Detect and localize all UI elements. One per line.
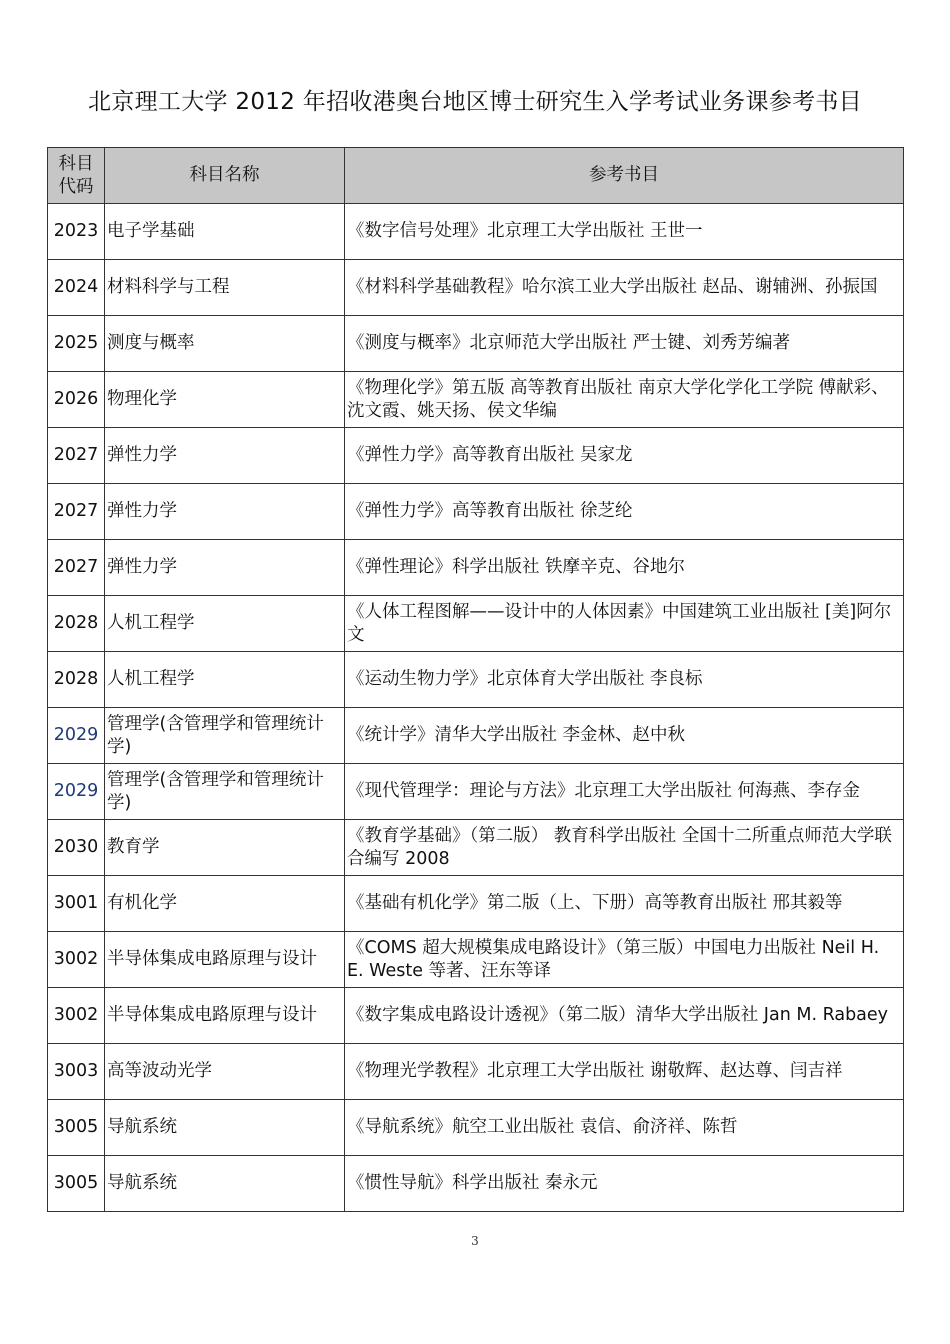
reference-book: 《COMS 超大规模集成电路设计》（第三版）中国电力出版社 Neil H. E. Weste 等著、汪东等译	[345, 932, 904, 988]
reference-book: 《运动生物力学》北京体育大学出版社 李良标	[345, 652, 904, 708]
subject-code: 3002	[48, 988, 105, 1044]
subject-code: 2024	[48, 260, 105, 316]
reference-book: 《数字信号处理》北京理工大学出版社 王世一	[345, 204, 904, 260]
reference-book: 《物理光学教程》北京理工大学出版社 谢敬辉、赵达尊、闫吉祥	[345, 1044, 904, 1100]
subject-name: 半导体集成电路原理与设计	[105, 932, 345, 988]
reference-book: 《基础有机化学》第二版（上、下册）高等教育出版社 邢其毅等	[345, 876, 904, 932]
reference-book: 《测度与概率》北京师范大学出版社 严士键、刘秀芳编著	[345, 316, 904, 372]
subject-code: 3005	[48, 1100, 105, 1156]
subject-name: 导航系统	[105, 1156, 345, 1212]
subject-code: 2029	[48, 764, 105, 820]
table-header-row	[48, 148, 904, 204]
subject-code: 2025	[48, 316, 105, 372]
table-row	[48, 540, 904, 596]
table-row	[48, 372, 904, 428]
reference-book: 《现代管理学：理论与方法》北京理工大学出版社 何海燕、李存金	[345, 764, 904, 820]
header-name: 科目名称	[105, 148, 345, 204]
reference-book: 《弹性力学》高等教育出版社 吴家龙	[345, 428, 904, 484]
header-ref: 参考书目	[345, 148, 904, 204]
subject-name: 导航系统	[105, 1100, 345, 1156]
subject-name: 高等波动光学	[105, 1044, 345, 1100]
table-row	[48, 484, 904, 540]
reference-book: 《弹性力学》高等教育出版社 徐芝纶	[345, 484, 904, 540]
subject-name: 管理学(含管理学和管理统计学)	[105, 764, 345, 820]
subject-name: 教育学	[105, 820, 345, 876]
reference-book: 《导航系统》航空工业出版社 袁信、俞济祥、陈哲	[345, 1100, 904, 1156]
reference-book: 《弹性理论》科学出版社 铁摩辛克、谷地尔	[345, 540, 904, 596]
table-row	[48, 596, 904, 652]
subject-name: 弹性力学	[105, 428, 345, 484]
reference-book: 《惯性导航》科学出版社 秦永元	[345, 1156, 904, 1212]
subject-code: 2028	[48, 596, 105, 652]
reference-book: 《统计学》清华大学出版社 李金林、赵中秋	[345, 708, 904, 764]
subject-name: 弹性力学	[105, 540, 345, 596]
subject-code: 3005	[48, 1156, 105, 1212]
table-row	[48, 316, 904, 372]
subject-code: 3003	[48, 1044, 105, 1100]
page-title: 北京理工大学 2012 年招收港奥台地区博士研究生入学考试业务课参考书目	[88, 89, 862, 115]
subject-name: 弹性力学	[105, 484, 345, 540]
table-row	[48, 1044, 904, 1100]
subject-code: 2027	[48, 428, 105, 484]
subject-name: 电子学基础	[105, 204, 345, 260]
table-row	[48, 204, 904, 260]
table-row	[48, 932, 904, 988]
table-row	[48, 1100, 904, 1156]
subject-name: 有机化学	[105, 876, 345, 932]
subject-code: 2027	[48, 484, 105, 540]
reference-book: 《材料科学基础教程》哈尔滨工业大学出版社 赵品、谢辅洲、孙振国	[345, 260, 904, 316]
table-row	[48, 260, 904, 316]
table-row	[48, 820, 904, 876]
subject-code: 3001	[48, 876, 105, 932]
table-row	[48, 876, 904, 932]
subject-code: 2026	[48, 372, 105, 428]
table-body	[48, 204, 904, 1212]
subject-name: 半导体集成电路原理与设计	[105, 988, 345, 1044]
subject-code: 2023	[48, 204, 105, 260]
reference-book: 《数字集成电路设计透视》（第二版）清华大学出版社 Jan M. Rabaey	[345, 988, 904, 1044]
page-number: 3	[471, 1234, 479, 1248]
table-row	[48, 708, 904, 764]
reference-book: 《教育学基础》（第二版） 教育科学出版社 全国十二所重点师范大学联合编写 2008	[345, 820, 904, 876]
subject-code: 2028	[48, 652, 105, 708]
subject-name: 材料科学与工程	[105, 260, 345, 316]
subject-code: 2029	[48, 708, 105, 764]
subject-name: 测度与概率	[105, 316, 345, 372]
subject-code: 2030	[48, 820, 105, 876]
table-row	[48, 428, 904, 484]
table-row	[48, 652, 904, 708]
reference-book: 《人体工程图解——设计中的人体因素》中国建筑工业出版社 [美]阿尔文	[345, 596, 904, 652]
subject-name: 管理学(含管理学和管理统计学)	[105, 708, 345, 764]
subject-name: 人机工程学	[105, 652, 345, 708]
reference-book: 《物理化学》第五版 高等教育出版社 南京大学化学化工学院 傅献彩、沈文霞、姚天扬、侯文华编	[345, 372, 904, 428]
subject-code: 3002	[48, 932, 105, 988]
subject-code: 2027	[48, 540, 105, 596]
table-row	[48, 764, 904, 820]
header-code: 科目代码	[48, 148, 105, 204]
table-row	[48, 988, 904, 1044]
table-row	[48, 1156, 904, 1212]
reference-books-table	[47, 147, 904, 1212]
subject-name: 人机工程学	[105, 596, 345, 652]
subject-name: 物理化学	[105, 372, 345, 428]
